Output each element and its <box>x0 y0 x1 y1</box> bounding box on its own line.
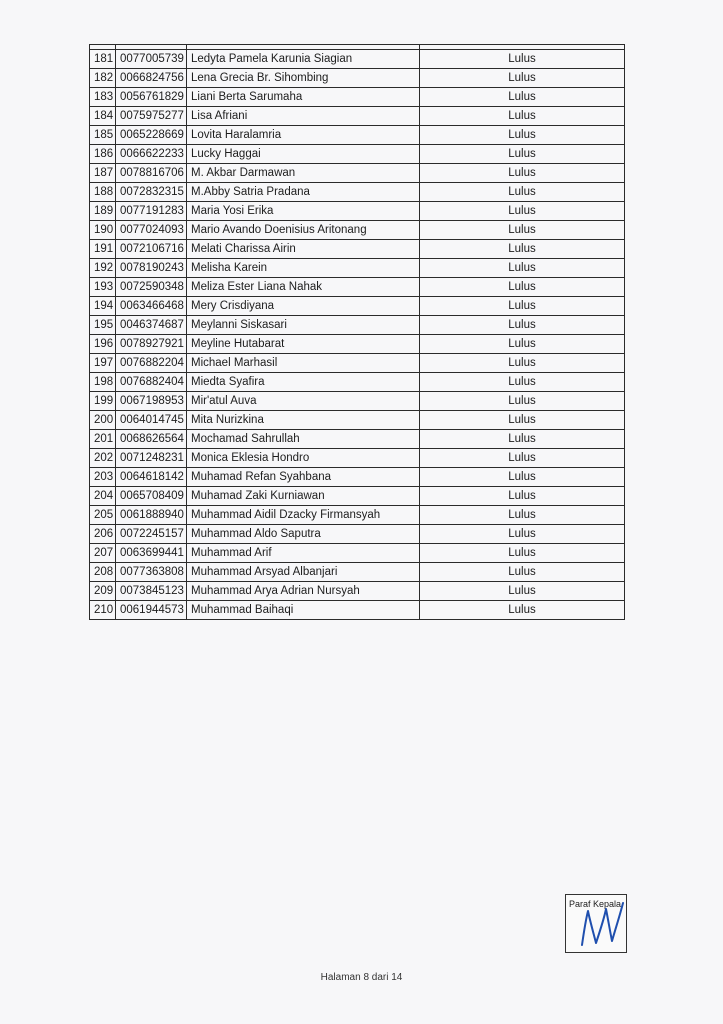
table-row <box>90 563 625 582</box>
student-name-cell: Mery Crisdiyana <box>187 297 420 316</box>
table-row <box>90 601 625 620</box>
row-number: 206 <box>90 525 116 544</box>
row-number: 203 <box>90 468 116 487</box>
row-number: 201 <box>90 430 116 449</box>
student-name-cell: Meliza Ester Liana Nahak <box>187 278 420 297</box>
status-cell: Lulus <box>420 69 625 88</box>
table-row <box>90 88 625 107</box>
nisn-cell: 0064618142 <box>116 468 187 487</box>
student-name-cell: M.Abby Satria Pradana <box>187 183 420 202</box>
nisn-cell: 0061944573 <box>116 601 187 620</box>
row-number: 208 <box>90 563 116 582</box>
table-row <box>90 183 625 202</box>
nisn-cell: 0078190243 <box>116 259 187 278</box>
row-number: 192 <box>90 259 116 278</box>
table-row <box>90 145 625 164</box>
paraf-box <box>565 894 627 953</box>
nisn-cell: 0076882204 <box>116 354 187 373</box>
nisn-cell: 0063699441 <box>116 544 187 563</box>
status-cell: Lulus <box>420 544 625 563</box>
row-number: 200 <box>90 411 116 430</box>
status-cell: Lulus <box>420 506 625 525</box>
nisn-cell: 0076882404 <box>116 373 187 392</box>
student-name-cell: Ledyta Pamela Karunia Siagian <box>187 50 420 69</box>
status-cell: Lulus <box>420 278 625 297</box>
row-number: 186 <box>90 145 116 164</box>
student-name-cell: Lisa Afriani <box>187 107 420 126</box>
row-number: 209 <box>90 582 116 601</box>
table-row <box>90 525 625 544</box>
nisn-cell: 0061888940 <box>116 506 187 525</box>
student-name-cell: Mir'atul Auva <box>187 392 420 411</box>
table-row <box>90 582 625 601</box>
row-number: 190 <box>90 221 116 240</box>
row-number: 210 <box>90 601 116 620</box>
nisn-cell: 0072106716 <box>116 240 187 259</box>
nisn-cell: 0078816706 <box>116 164 187 183</box>
status-cell: Lulus <box>420 202 625 221</box>
row-number: 193 <box>90 278 116 297</box>
student-name-cell: Lovita Haralamria <box>187 126 420 145</box>
nisn-cell: 0077005739 <box>116 50 187 69</box>
status-cell: Lulus <box>420 563 625 582</box>
student-name-cell: Muhammad Arya Adrian Nursyah <box>187 582 420 601</box>
nisn-cell: 0068626564 <box>116 430 187 449</box>
status-cell: Lulus <box>420 259 625 278</box>
status-cell: Lulus <box>420 126 625 145</box>
student-name-cell: Muhammad Aldo Saputra <box>187 525 420 544</box>
student-name-cell: Miedta Syafira <box>187 373 420 392</box>
row-number: 197 <box>90 354 116 373</box>
table-row <box>90 240 625 259</box>
student-name-cell: Muhammad Aidil Dzacky Firmansyah <box>187 506 420 525</box>
status-cell: Lulus <box>420 145 625 164</box>
table-row <box>90 487 625 506</box>
nisn-cell: 0046374687 <box>116 316 187 335</box>
nisn-cell: 0056761829 <box>116 88 187 107</box>
nisn-cell: 0072590348 <box>116 278 187 297</box>
table-row <box>90 259 625 278</box>
status-cell: Lulus <box>420 221 625 240</box>
student-name-cell: Muhammad Baihaqi <box>187 601 420 620</box>
table-row <box>90 544 625 563</box>
student-name-cell: Monica Eklesia Hondro <box>187 449 420 468</box>
row-number: 202 <box>90 449 116 468</box>
nisn-cell: 0065228669 <box>116 126 187 145</box>
student-name-cell: Lena Grecia Br. Sihombing <box>187 69 420 88</box>
nisn-cell: 0065708409 <box>116 487 187 506</box>
student-name-cell: Meylanni Siskasari <box>187 316 420 335</box>
row-number: 188 <box>90 183 116 202</box>
status-cell: Lulus <box>420 183 625 202</box>
table-row <box>90 297 625 316</box>
table-row <box>90 69 625 88</box>
row-number: 198 <box>90 373 116 392</box>
status-cell: Lulus <box>420 88 625 107</box>
status-cell: Lulus <box>420 392 625 411</box>
student-name-cell: Melati Charissa Airin <box>187 240 420 259</box>
status-cell: Lulus <box>420 316 625 335</box>
row-number: 207 <box>90 544 116 563</box>
table-row <box>90 126 625 145</box>
row-number: 204 <box>90 487 116 506</box>
table-row <box>90 506 625 525</box>
status-cell: Lulus <box>420 487 625 506</box>
table-row <box>90 449 625 468</box>
nisn-cell: 0077363808 <box>116 563 187 582</box>
row-number: 184 <box>90 107 116 126</box>
nisn-cell: 0078927921 <box>116 335 187 354</box>
table-row <box>90 354 625 373</box>
nisn-cell: 0066824756 <box>116 69 187 88</box>
row-number: 191 <box>90 240 116 259</box>
table-body <box>90 45 625 620</box>
student-name-cell: Michael Marhasil <box>187 354 420 373</box>
nisn-cell: 0066622233 <box>116 145 187 164</box>
table-row <box>90 430 625 449</box>
nisn-cell: 0064014745 <box>116 411 187 430</box>
status-cell: Lulus <box>420 107 625 126</box>
row-number: 189 <box>90 202 116 221</box>
status-cell: Lulus <box>420 240 625 259</box>
table-row <box>90 468 625 487</box>
nisn-cell: 0072832315 <box>116 183 187 202</box>
student-name-cell: Melisha Karein <box>187 259 420 278</box>
row-number: 194 <box>90 297 116 316</box>
status-cell: Lulus <box>420 335 625 354</box>
signature-icon <box>576 901 624 949</box>
row-number: 182 <box>90 69 116 88</box>
table-row <box>90 278 625 297</box>
table-row <box>90 392 625 411</box>
table-row <box>90 335 625 354</box>
table-row <box>90 221 625 240</box>
status-cell: Lulus <box>420 582 625 601</box>
nisn-cell: 0073845123 <box>116 582 187 601</box>
paraf-label: Paraf Kepala <box>569 899 622 909</box>
student-name-cell: Muhammad Arif <box>187 544 420 563</box>
nisn-cell: 0077191283 <box>116 202 187 221</box>
student-name-cell: Meyline Hutabarat <box>187 335 420 354</box>
status-cell: Lulus <box>420 164 625 183</box>
student-name-cell: Liani Berta Sarumaha <box>187 88 420 107</box>
table-row <box>90 373 625 392</box>
table-row <box>90 50 625 69</box>
student-name-cell: Mochamad Sahrullah <box>187 430 420 449</box>
student-name-cell: Maria Yosi Erika <box>187 202 420 221</box>
status-cell: Lulus <box>420 449 625 468</box>
student-name-cell: Mita Nurizkina <box>187 411 420 430</box>
status-cell: Lulus <box>420 411 625 430</box>
student-name-cell: Muhamad Refan Syahbana <box>187 468 420 487</box>
student-name-cell: M. Akbar Darmawan <box>187 164 420 183</box>
nisn-cell: 0075975277 <box>116 107 187 126</box>
table-row <box>90 107 625 126</box>
student-name-cell: Mario Avando Doenisius Aritonang <box>187 221 420 240</box>
status-cell: Lulus <box>420 525 625 544</box>
status-cell: Lulus <box>420 468 625 487</box>
status-cell: Lulus <box>420 373 625 392</box>
row-number: 181 <box>90 50 116 69</box>
page-footer: Halaman 8 dari 14 <box>320 972 403 983</box>
status-cell: Lulus <box>420 430 625 449</box>
graduation-table <box>89 44 625 620</box>
row-number: 183 <box>90 88 116 107</box>
table-row <box>90 164 625 183</box>
row-number: 185 <box>90 126 116 145</box>
status-cell: Lulus <box>420 601 625 620</box>
nisn-cell: 0071248231 <box>116 449 187 468</box>
row-number: 196 <box>90 335 116 354</box>
row-number: 199 <box>90 392 116 411</box>
student-name-cell: Lucky Haggai <box>187 145 420 164</box>
nisn-cell: 0077024093 <box>116 221 187 240</box>
nisn-cell: 0063466468 <box>116 297 187 316</box>
student-name-cell: Muhammad Arsyad Albanjari <box>187 563 420 582</box>
student-name-cell: Muhamad Zaki Kurniawan <box>187 487 420 506</box>
nisn-cell: 0072245157 <box>116 525 187 544</box>
status-cell: Lulus <box>420 354 625 373</box>
row-number: 195 <box>90 316 116 335</box>
row-number: 205 <box>90 506 116 525</box>
table-row <box>90 411 625 430</box>
nisn-cell: 0067198953 <box>116 392 187 411</box>
table-row <box>90 316 625 335</box>
status-cell: Lulus <box>420 50 625 69</box>
table-row <box>90 202 625 221</box>
row-number: 187 <box>90 164 116 183</box>
status-cell: Lulus <box>420 297 625 316</box>
